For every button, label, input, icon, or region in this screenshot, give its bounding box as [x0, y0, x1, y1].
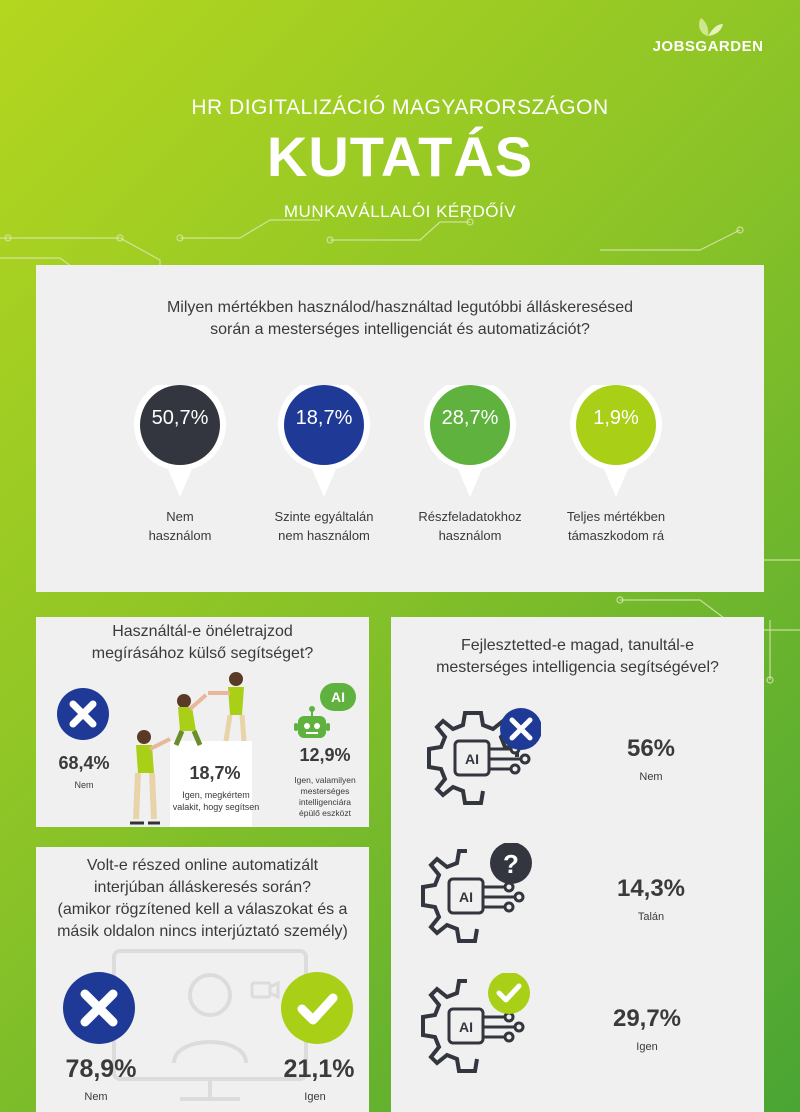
ai-value: 12,9% [299, 745, 351, 765]
ai-speech-bubble: AI [320, 683, 356, 711]
answer-pin-fully-relying [568, 385, 664, 505]
answer-value: 50,7% [151, 407, 209, 429]
online-interview-question [44, 855, 361, 943]
question-line: másik oldalon nincs interjúztató személy) [57, 923, 348, 940]
cv-help-question [50, 621, 355, 665]
label-line: használom [438, 528, 502, 543]
answer-pin-not-using [132, 385, 228, 505]
answer-label [395, 507, 545, 545]
x-icon [62, 971, 136, 1045]
ai-label [280, 775, 370, 819]
question-line: Fejlesztetted-e magad, tanultál-e [460, 637, 694, 654]
no-value: 78,9% [65, 1055, 137, 1083]
map-pin-icon [568, 385, 664, 505]
map-pin-icon [132, 385, 228, 505]
label-line: Részfeladatokhoz [418, 509, 522, 524]
brand-logo [648, 16, 768, 55]
label-line: nem használom [278, 528, 370, 543]
answer-label [105, 507, 255, 545]
brand-name: JOBSGARDEN [652, 38, 764, 55]
label-line: Igen, megkértem [182, 790, 250, 800]
yes-label: Igen [304, 1091, 326, 1103]
label-line: mesterséges [300, 786, 350, 796]
yes-label: Igen [636, 1041, 658, 1053]
question-line: megírásához külső segítséget? [91, 645, 314, 662]
check-icon [280, 971, 354, 1045]
map-pin-icon [422, 385, 518, 505]
answer-label [541, 507, 691, 545]
question-line: (amikor rögzítened kell a válaszokat és a [57, 901, 348, 918]
label-line: Teljes mértékben [566, 509, 666, 524]
ai-learning-panel [391, 617, 764, 1112]
question-line: mesterséges intelligencia segítségével? [436, 659, 719, 676]
label-line: valakit, hogy segítsen [172, 802, 260, 812]
ai-learning-question [411, 635, 744, 679]
question-line: interjúban álláskeresés során? [93, 879, 311, 896]
answer-pin-barely-using [276, 385, 372, 505]
question-icon: ? [503, 849, 519, 879]
label-line: intelligenciára [299, 797, 351, 807]
person-label [170, 789, 262, 813]
header-subtitle-top: HR DIGITALIZÁCIÓ MAGYARORSZÁGON [191, 96, 609, 119]
ai-usage-question [96, 297, 704, 341]
answer-value: 1,9% [593, 407, 639, 429]
ai-gear-icon [415, 843, 535, 953]
cv-help-panel [36, 617, 369, 827]
question-line: Milyen mértékben használod/használtad legutóbbi álláskeresésed [166, 299, 634, 316]
online-interview-panel [36, 847, 369, 1112]
label-line: Igen, valamilyen [294, 775, 356, 785]
robot-icon [292, 705, 332, 741]
ai-chip-text: AI [465, 751, 479, 767]
yes-value: 29,7% [612, 1005, 682, 1032]
label-line: Nem [166, 509, 194, 524]
answer-label [249, 507, 399, 545]
no-value: 68,4% [58, 753, 110, 773]
page-title: KUTATÁS [266, 125, 534, 188]
no-label: Nem [84, 1091, 108, 1103]
ai-chip-text: AI [459, 1019, 473, 1035]
header-subtitle-bottom: MUNKAVÁLLALÓI KÉRDŐÍV [283, 202, 517, 221]
ai-gear-icon [421, 705, 541, 815]
answer-value: 18,7% [295, 407, 353, 429]
ai-usage-panel [36, 265, 764, 592]
yes-value: 21,1% [283, 1055, 355, 1083]
label-line: Szinte egyáltalán [274, 509, 374, 524]
map-pin-icon [276, 385, 372, 505]
leaf-icon [691, 16, 725, 36]
maybe-label: Talán [637, 911, 665, 923]
ai-chip-text: AI [459, 889, 473, 905]
no-label: Nem [639, 771, 663, 783]
no-label: Nem [74, 780, 94, 790]
question-line: során a mesterséges intelligenciát és automatizációt? [210, 321, 590, 338]
answer-pin-partial-tasks [422, 385, 518, 505]
no-value: 56% [626, 735, 676, 762]
label-line: használom [148, 528, 212, 543]
person-value: 18,7% [189, 763, 241, 783]
question-line: Használtál-e önéletrajzod [112, 623, 293, 640]
x-icon [56, 687, 110, 741]
question-line: Volt-e részed online automatizált [86, 857, 319, 874]
answer-value: 28,7% [441, 407, 499, 429]
label-line: épülő eszközt [299, 808, 351, 818]
maybe-value: 14,3% [616, 875, 686, 902]
ai-gear-icon [415, 973, 535, 1083]
label-line: támaszkodom rá [567, 528, 665, 543]
